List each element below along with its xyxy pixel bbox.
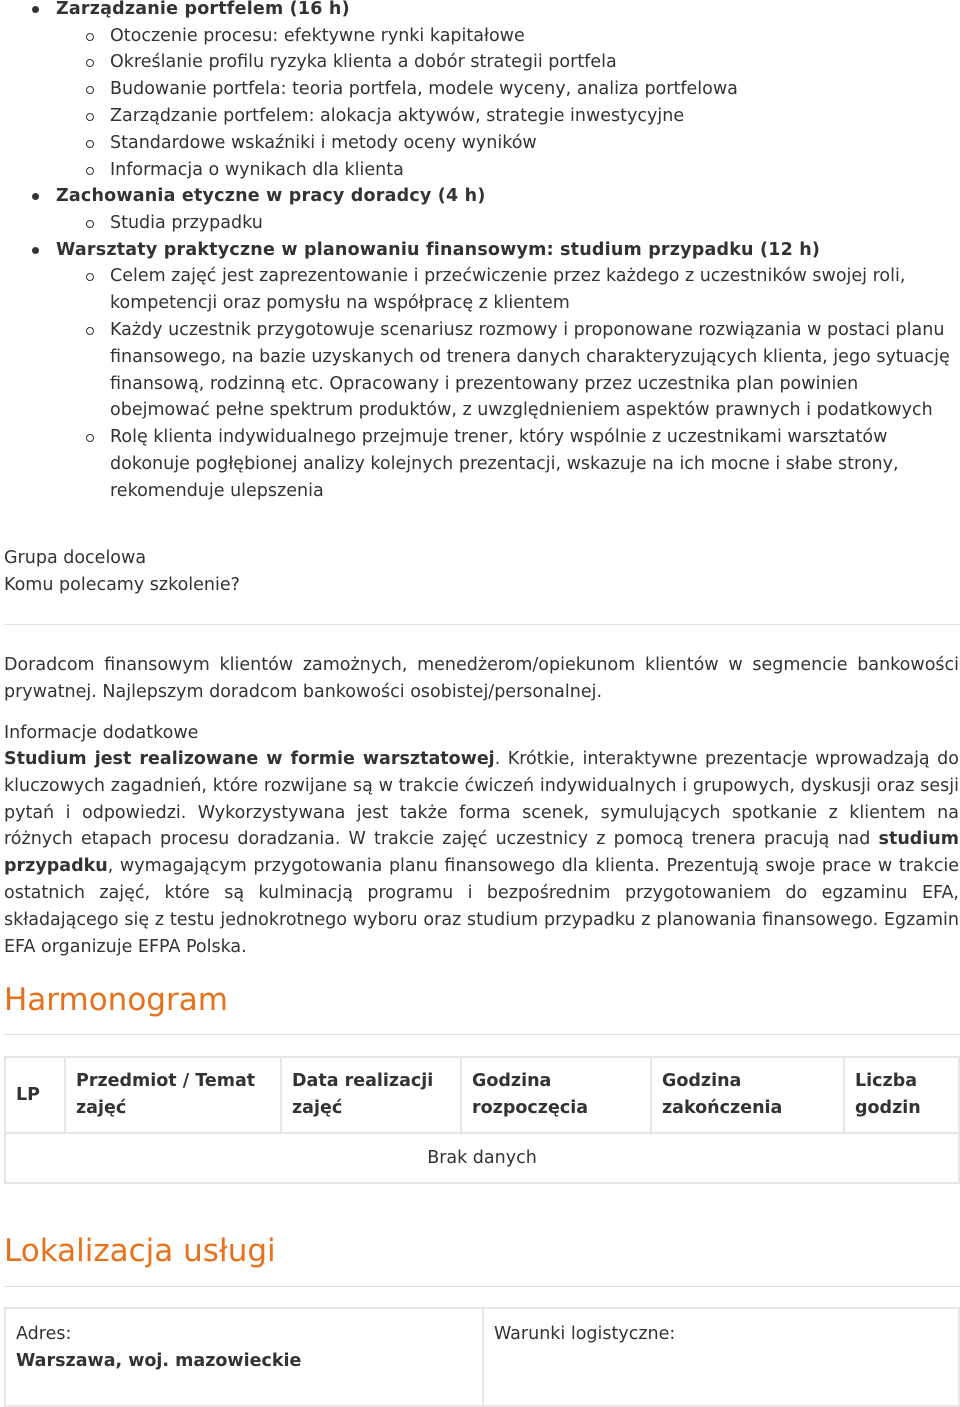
table-row [5,1133,959,1183]
bullet-icon [32,193,39,200]
section-items [56,23,960,184]
location-table [4,1307,960,1407]
table-row [5,1308,959,1406]
circle-bullet-icon [86,140,94,148]
additional-info-bold-mid: studium przypadku [4,829,959,877]
section-portfolio [0,0,960,183]
address-cell [5,1308,483,1406]
circle-bullet-icon [86,86,94,94]
list-item-text: Standardowe wskaźniki i metody oceny wyników [110,132,537,153]
additional-info-bold-lead: Studium jest realizowane w formie warsztatowej [4,749,495,769]
target-group-question: Komu polecamy szkolenie? [4,575,240,595]
list-item-text: Informacja o wynikach dla klienta [110,159,404,180]
circle-bullet-icon [86,327,94,335]
list-item [110,263,960,317]
column-header: Godzina zakończenia [651,1057,844,1133]
schedule-table [4,1056,960,1184]
circle-bullet-icon [86,220,94,228]
circle-bullet-icon [86,33,94,41]
list-item-text: Rolę klienta indywidualnego przejmuje trener, który wspólnie z uczestnikami warsztatów dokonuje pogłębionej analizy kolejnych prezentacji, wskazuje na ich mocne i słabe strony, rekomenduje ulepszenia [110,427,899,501]
target-group-text: Doradcom finansowym klientów zamożnych, menedżerom/opiekunom klientów w segmencie bankowości prywatnej. Najlepszym doradcom bankowości osobistej/personalnej. [4,655,959,702]
additional-info-text [4,746,959,960]
list-item-text: Studia przypadku [110,212,263,233]
address-value: Warszawa, woj. mazowieckie [16,1350,302,1371]
section-items [56,210,960,237]
column-header: Data realizacji zajęć [281,1057,461,1133]
schedule-heading: Harmonogram [4,982,228,1018]
circle-bullet-icon [86,167,94,175]
list-item [110,210,960,237]
address-label: Adres: [16,1324,72,1344]
column-header: Liczba godzin [844,1057,959,1133]
circle-bullet-icon [86,434,94,442]
list-item-text: Celem zajęć jest zaprezentowanie i przećwiczenie przez każdego z uczestników swojej roli, kompetencji oraz pomysłu na współpracę z klientem [110,266,906,314]
divider [4,624,960,625]
column-header: LP [5,1057,65,1133]
circle-bullet-icon [86,113,94,121]
table-header-row [5,1057,959,1133]
list-item [110,317,960,424]
bullet-icon [32,247,39,254]
list-item-text: Określanie profilu ryzyka klienta a dobór strategii portfela [110,52,617,73]
list-item [110,103,960,130]
additional-info-text-1: . Krótkie, interaktywne prezentacje wprowadzają do kluczowych zagadnień, które rozwijane są w trakcie ćwiczeń indywidualnych i grupowych, dyskusji oraz sesji pytań i odpowiedzi. Wykorzystywana jest także forma scenek, symulujących spotkanie z klientem na różnych etapach procesu doradzania. W trakcie zajęć uczestnicy z pomocą trenera pracują nad [4,749,959,850]
list-item-text: Otoczenie procesu: efektywne rynki kapitałowe [110,25,525,46]
section-title: Warsztaty praktyczne w planowaniu finansowym: studium przypadku (12 h) [56,239,821,260]
list-item [110,424,960,504]
column-header: Przedmiot / Temat zajęć [65,1057,281,1133]
list-item-text: Budowanie portfela: teoria portfela, modele wyceny, analiza portfelowa [110,79,738,100]
circle-bullet-icon [86,59,94,67]
additional-info-text-2: , wymagającym przygotowania planu finansowego dla klienta. Prezentują swoje prace w trakcie ostatnich zajęć, które są kulminacją programu i bezpośrednim przygotowaniem do egzaminu EFA, składającego się z testu jednokrotnego wyboru oraz studium przypadku z planowania finansowego. Egzamin EFA organizuje EFPA Polska. [4,856,959,957]
empty-state-cell: Brak danych [5,1133,959,1183]
additional-info-heading: Informacje dodatkowe [4,723,199,743]
column-header: Godzina rozpoczęcia [461,1057,651,1133]
list-item [110,23,960,50]
divider [4,1034,960,1035]
logistics-cell [483,1308,959,1406]
list-item-text: Każdy uczestnik przygotowuje scenariusz rozmowy i proponowane rozwiązania w postaci planu finansowego, na bazie uzyskanych od trenera danych charakteryzujących klienta, jego sytuację finansową, rodzinną etc. Opracowany i prezentowany przez uczestnika plan powinien obejmować pełne spektrum produktów, z uwzględnieniem aspektów prawnych i podatkowych [110,319,950,421]
list-item [110,49,960,76]
logistics-label: Warunki logistyczne: [494,1324,676,1344]
program-sections [0,0,960,505]
section-title: Zachowania etyczne w pracy doradcy (4 h) [56,186,486,207]
target-group-heading: Grupa docelowa [4,548,147,568]
list-item-text: Zarządzanie portfelem: alokacja aktywów, strategie inwestycyjne [110,105,685,126]
section-ethics [0,183,960,236]
divider [4,1286,960,1287]
section-title: Zarządzanie portfelem (16 h) [56,0,350,19]
list-item [110,157,960,184]
circle-bullet-icon [86,273,94,281]
list-item [110,130,960,157]
bullet-icon [32,6,39,13]
list-item [110,76,960,103]
section-items [56,263,960,504]
section-workshops [0,237,960,505]
location-heading: Lokalizacja usługi [4,1233,276,1269]
